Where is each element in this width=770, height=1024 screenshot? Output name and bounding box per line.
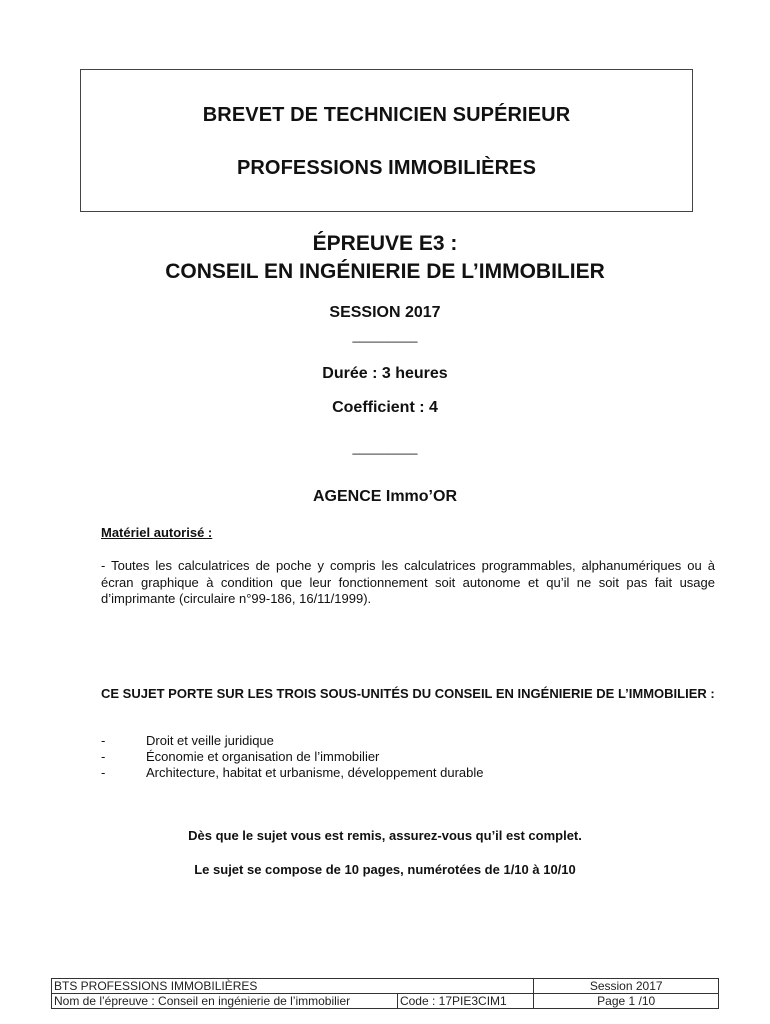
coefficient-label: Coefficient : 4 bbox=[332, 399, 438, 416]
specialty-title: PROFESSIONS IMMOBILIÈRES bbox=[236, 157, 537, 179]
exam-title bbox=[0, 230, 770, 286]
list-item bbox=[101, 749, 715, 765]
units-list bbox=[101, 733, 715, 781]
separator-line: _________ bbox=[352, 440, 418, 455]
footer-session: Session 2017 bbox=[534, 979, 719, 994]
bullet-dash: - bbox=[101, 733, 106, 748]
unit-label: Droit et veille juridique bbox=[146, 733, 274, 748]
separator-line: _________ bbox=[352, 328, 418, 343]
subject-heading: CE SUJET PORTE SUR LES TROIS SOUS-UNITÉS DU CONSEIL EN INGÉNIERIE DE L’IMMOBILIER : bbox=[101, 686, 715, 701]
session-label: SESSION 2017 bbox=[329, 304, 441, 321]
table-row bbox=[52, 994, 719, 1009]
table-row bbox=[52, 979, 719, 994]
list-item bbox=[101, 765, 715, 781]
unit-label: Architecture, habitat et urbanisme, développement durable bbox=[146, 765, 484, 780]
page-count-note: Le sujet se compose de 10 pages, numérotées de 1/10 à 10/10 bbox=[194, 862, 576, 877]
bullet-dash: - bbox=[101, 765, 106, 780]
materiel-text: - Toutes les calculatrices de poche y compris les calculatrices programmables, alphanumériques ou à écran graphique à condition que leur fonctionnement soit autonome et qu’il ne soit pas fait usage d’imprimante (circulaire n°99-186, 16/11/1999). bbox=[101, 558, 715, 606]
footer-code: Code : 17PIE3CIM1 bbox=[397, 994, 533, 1009]
case-title: AGENCE Immo’OR bbox=[312, 488, 457, 505]
footer-diploma: BTS PROFESSIONS IMMOBILIÈRES bbox=[52, 979, 534, 994]
diploma-title: BREVET DE TECHNICIEN SUPÉRIEUR bbox=[202, 104, 571, 126]
unit-label: Économie et organisation de l’immobilier bbox=[146, 749, 380, 764]
list-item bbox=[101, 733, 715, 749]
completeness-note: Dès que le sujet vous est remis, assurez-vous qu’il est complet. bbox=[188, 828, 582, 843]
materiel-heading: Matériel autorisé : bbox=[101, 525, 213, 540]
footer-table bbox=[51, 978, 719, 1009]
footer-page: Page 1 /10 bbox=[534, 994, 719, 1009]
footer-exam-name: Nom de l’épreuve : Conseil en ingénierie de l’immobilier bbox=[52, 994, 398, 1009]
exam-title-line1: ÉPREUVE E3 : bbox=[312, 232, 458, 255]
exam-title-line2: CONSEIL EN INGÉNIERIE DE L’IMMOBILIER bbox=[165, 260, 605, 283]
header-box bbox=[80, 69, 693, 212]
bullet-dash: - bbox=[101, 749, 106, 764]
duration-label: Durée : 3 heures bbox=[322, 365, 448, 382]
